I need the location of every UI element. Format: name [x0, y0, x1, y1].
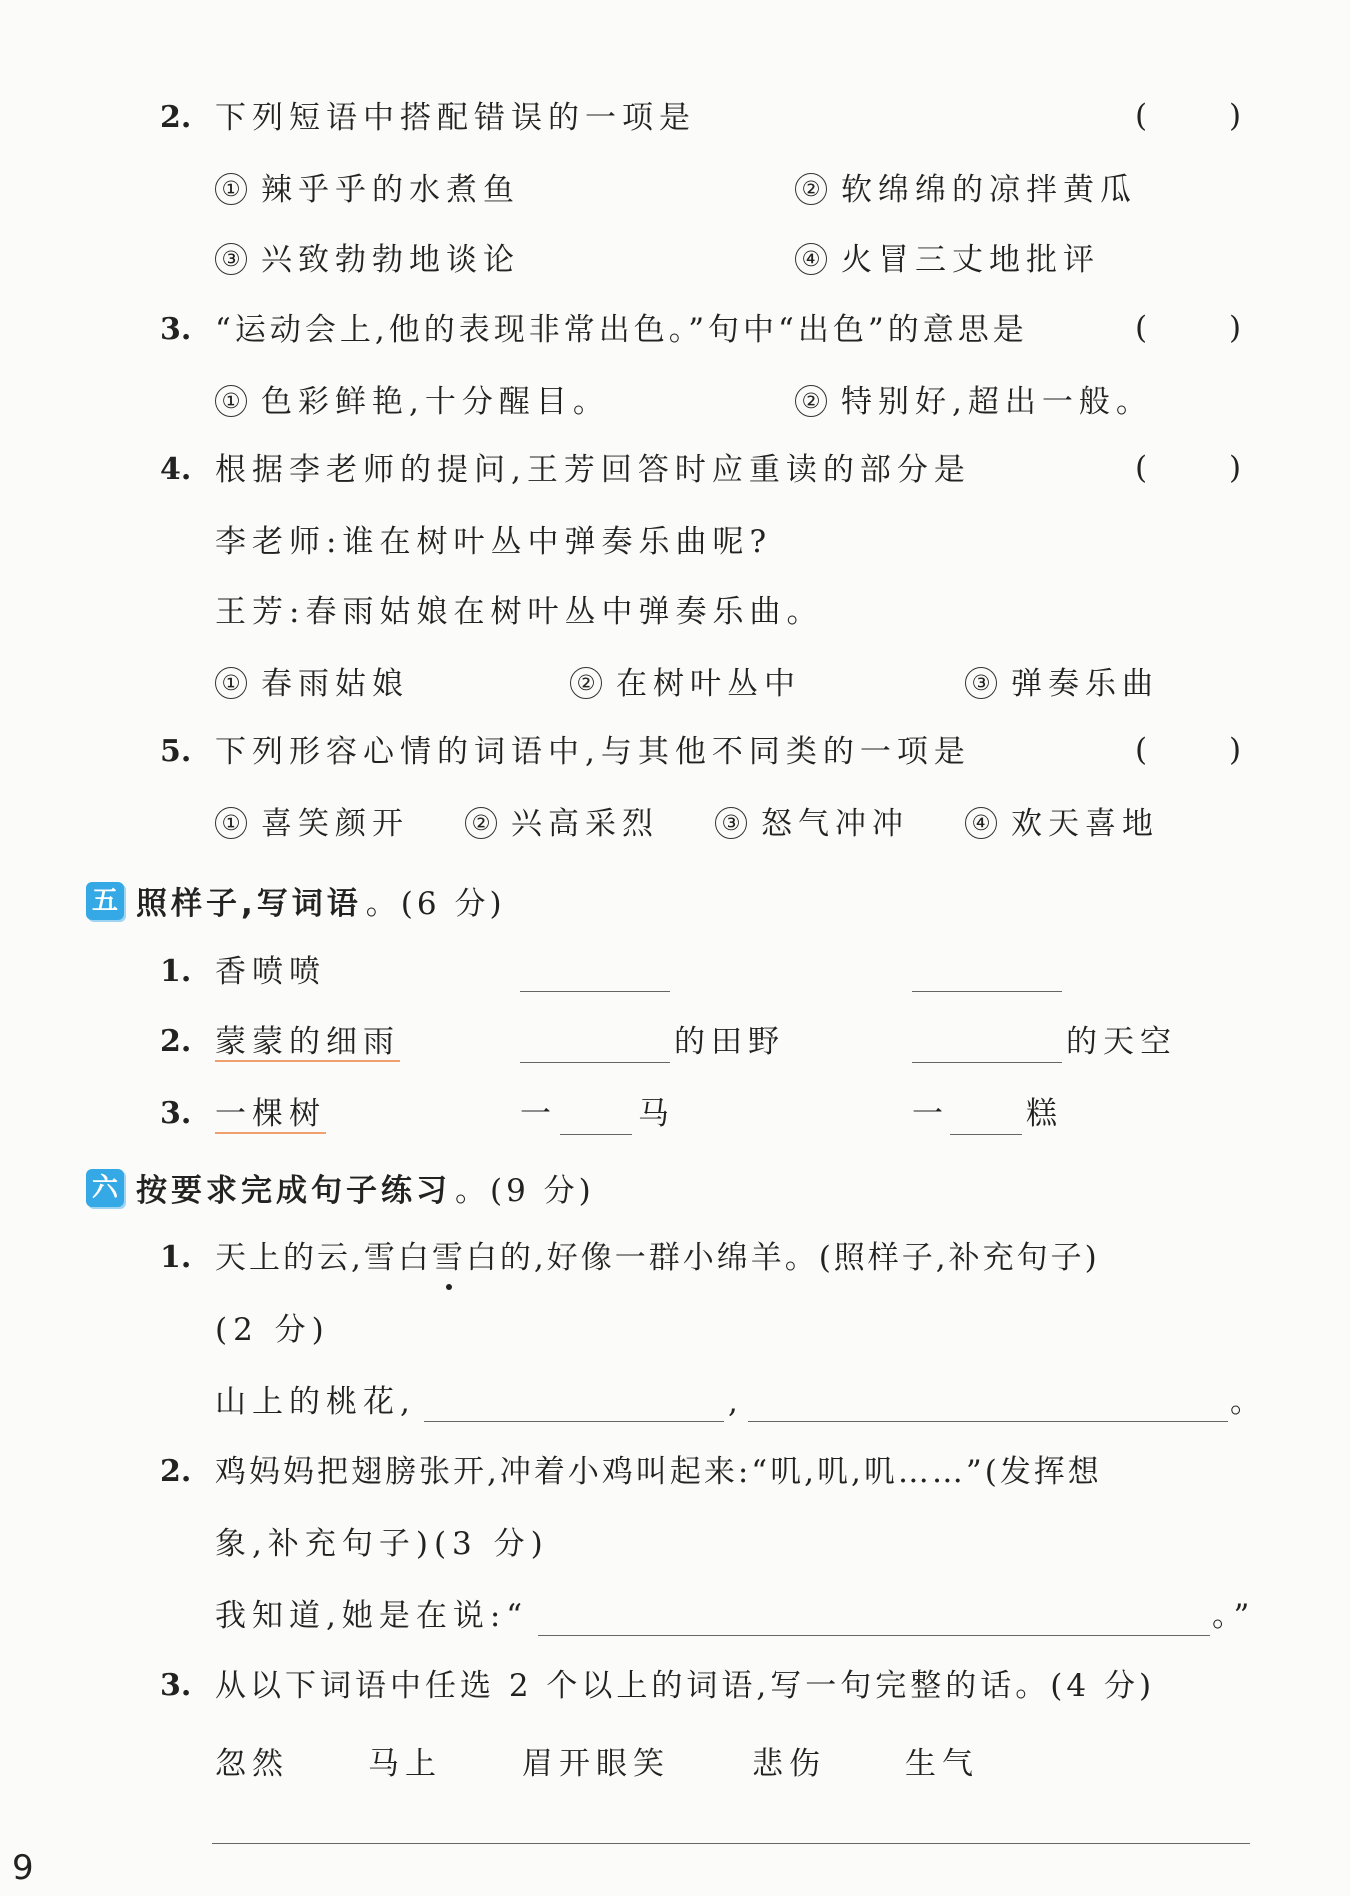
answer-paren[interactable] [1135, 450, 1242, 486]
answer-blank[interactable] [912, 1061, 1062, 1063]
paren-right: ) [1229, 98, 1242, 134]
example-word-text: 蒙蒙的细雨 [215, 1024, 400, 1060]
item-number: 2. [160, 1454, 192, 1489]
answer-blank[interactable] [520, 990, 670, 992]
blank-prefix: 一 [520, 1096, 557, 1132]
answer-blank[interactable] [912, 990, 1062, 992]
paren-right: ) [1229, 310, 1242, 346]
option-text: 火冒三丈地批评 [841, 242, 1100, 278]
answer-line[interactable] [212, 1842, 1250, 1844]
option-text: 兴高采烈 [511, 806, 659, 842]
option [795, 170, 1137, 210]
option-marker: ① [215, 385, 247, 417]
item-score: (2 分) [215, 1312, 330, 1348]
question-text: 根据李老师的提问,王芳回答时应重读的部分是 [215, 452, 971, 488]
paren-left: ( [1135, 732, 1148, 768]
paren-right: ) [1229, 732, 1242, 768]
option-marker: ④ [795, 243, 827, 275]
option-marker: ② [795, 173, 827, 205]
option [795, 240, 1100, 280]
section-badge: 六 [86, 1169, 124, 1207]
option-marker: ③ [715, 807, 747, 839]
item-number: 3. [160, 1668, 192, 1703]
section-title: 照样子,写词语 [136, 886, 362, 922]
option [965, 664, 1159, 704]
paren-right: ) [1229, 450, 1242, 486]
item-number: 1. [160, 1240, 192, 1275]
option [715, 804, 909, 844]
option [215, 170, 520, 210]
section-badge: 五 [86, 882, 124, 920]
option [215, 240, 520, 280]
section-header [86, 1165, 595, 1210]
option-marker: ③ [965, 667, 997, 699]
section-score: 。(9 分) [455, 1173, 595, 1209]
paren-left: ( [1135, 450, 1148, 486]
option-text: 兴致勃勃地谈论 [261, 242, 520, 278]
blank-suffix: 的天空 [1066, 1024, 1177, 1060]
option-marker: ① [215, 667, 247, 699]
option-text: 欢天喜地 [1011, 806, 1159, 842]
example-word: 香喷喷 [215, 954, 326, 990]
section-title: 按要求完成句子练习 [136, 1173, 451, 1209]
section-header [86, 878, 506, 923]
option-text: 色彩鲜艳,十分醒目。 [261, 384, 610, 420]
word-choice: 悲伤 [752, 1746, 826, 1782]
question-text: 鸡妈妈把翅膀张开,冲着小鸡叫起来:“叽,叽,叽……”(发挥想 [215, 1454, 1102, 1490]
dialogue-line: 王芳:春雨姑娘在树叶丛中弹奏乐曲。 [215, 594, 824, 630]
option-text: 辣乎乎的水煮鱼 [261, 172, 520, 208]
question-text: 从以下词语中任选 2 个以上的词语,写一句完整的话。(4 分) [215, 1668, 1156, 1704]
blank-suffix: 马 [638, 1096, 675, 1132]
word-choice: 眉开眼笑 [522, 1746, 670, 1782]
option-text: 喜笑颜开 [261, 806, 409, 842]
question-number: 4. [160, 452, 192, 487]
example-word-text: 一棵树 [215, 1096, 326, 1132]
question-number: 2. [160, 100, 192, 135]
sentence-prompt: 山上的桃花, [215, 1384, 416, 1420]
section-score: 。(6 分) [365, 886, 506, 922]
period: 。 [1230, 1384, 1267, 1420]
paren-left: ( [1135, 310, 1148, 346]
option-marker: ① [215, 173, 247, 205]
question-number: 5. [160, 734, 192, 769]
option [570, 664, 801, 704]
option-marker: ② [465, 807, 497, 839]
sentence-end: 。” [1212, 1598, 1256, 1634]
answer-paren[interactable] [1135, 98, 1242, 134]
answer-blank[interactable] [560, 1133, 632, 1135]
question-text [215, 1238, 1100, 1278]
option-marker: ② [570, 667, 602, 699]
option-marker: ③ [215, 243, 247, 275]
page-number: 9 [12, 1848, 34, 1888]
option-text: 春雨姑娘 [261, 666, 409, 702]
option-text: 弹奏乐曲 [1011, 666, 1159, 702]
option-text: 软绵绵的凉拌黄瓜 [841, 172, 1137, 208]
option-text: 特别好,超出一般。 [841, 384, 1153, 420]
option [215, 804, 409, 844]
answer-paren[interactable] [1135, 732, 1242, 768]
blank-suffix: 的田野 [674, 1024, 785, 1060]
paren-left: ( [1135, 98, 1148, 134]
question-text: 下列形容心情的词语中,与其他不同类的一项是 [215, 734, 971, 770]
option [465, 804, 659, 844]
word-choice: 忽然 [215, 1746, 289, 1782]
blank-suffix: 糕 [1026, 1096, 1063, 1132]
answer-paren[interactable] [1135, 310, 1242, 346]
example-word [215, 1094, 326, 1134]
option-text: 在树叶丛中 [616, 666, 801, 702]
option [795, 382, 1153, 422]
item-number: 3. [160, 1096, 192, 1131]
option-marker: ④ [965, 807, 997, 839]
word-choice: 生气 [905, 1746, 979, 1782]
answer-blank[interactable] [950, 1133, 1022, 1135]
answer-blank[interactable] [748, 1420, 1228, 1422]
item-number: 1. [160, 954, 192, 989]
option [215, 382, 610, 422]
emphasized-text: 雪白雪白的 [363, 1240, 534, 1276]
item-number: 2. [160, 1024, 192, 1059]
text-part: ,好像一群小绵羊。(照样子,补充句子) [533, 1240, 1100, 1276]
comma: , [728, 1384, 744, 1420]
option-marker: ① [215, 807, 247, 839]
question-text: “运动会上,他的表现非常出色。”句中“出色”的意思是 [215, 312, 1028, 348]
blank-prefix: 一 [912, 1096, 949, 1132]
option [965, 804, 1159, 844]
sentence-prompt: 我知道,她是在说:“ [215, 1598, 529, 1634]
word-choice: 马上 [368, 1746, 442, 1782]
answer-blank[interactable] [520, 1061, 670, 1063]
example-word [215, 1022, 400, 1062]
answer-blank[interactable] [538, 1634, 1210, 1636]
option-marker: ② [795, 385, 827, 417]
question-text: 下列短语中搭配错误的一项是 [215, 100, 696, 136]
option [215, 664, 409, 704]
question-number: 3. [160, 312, 192, 347]
text-part: 天上的云, [215, 1240, 364, 1276]
question-text-continued: 象,补充句子)(3 分) [215, 1526, 549, 1562]
answer-blank[interactable] [424, 1420, 724, 1422]
option-text: 怒气冲冲 [761, 806, 909, 842]
dialogue-line: 李老师:谁在树叶丛中弹奏乐曲呢? [215, 524, 773, 560]
